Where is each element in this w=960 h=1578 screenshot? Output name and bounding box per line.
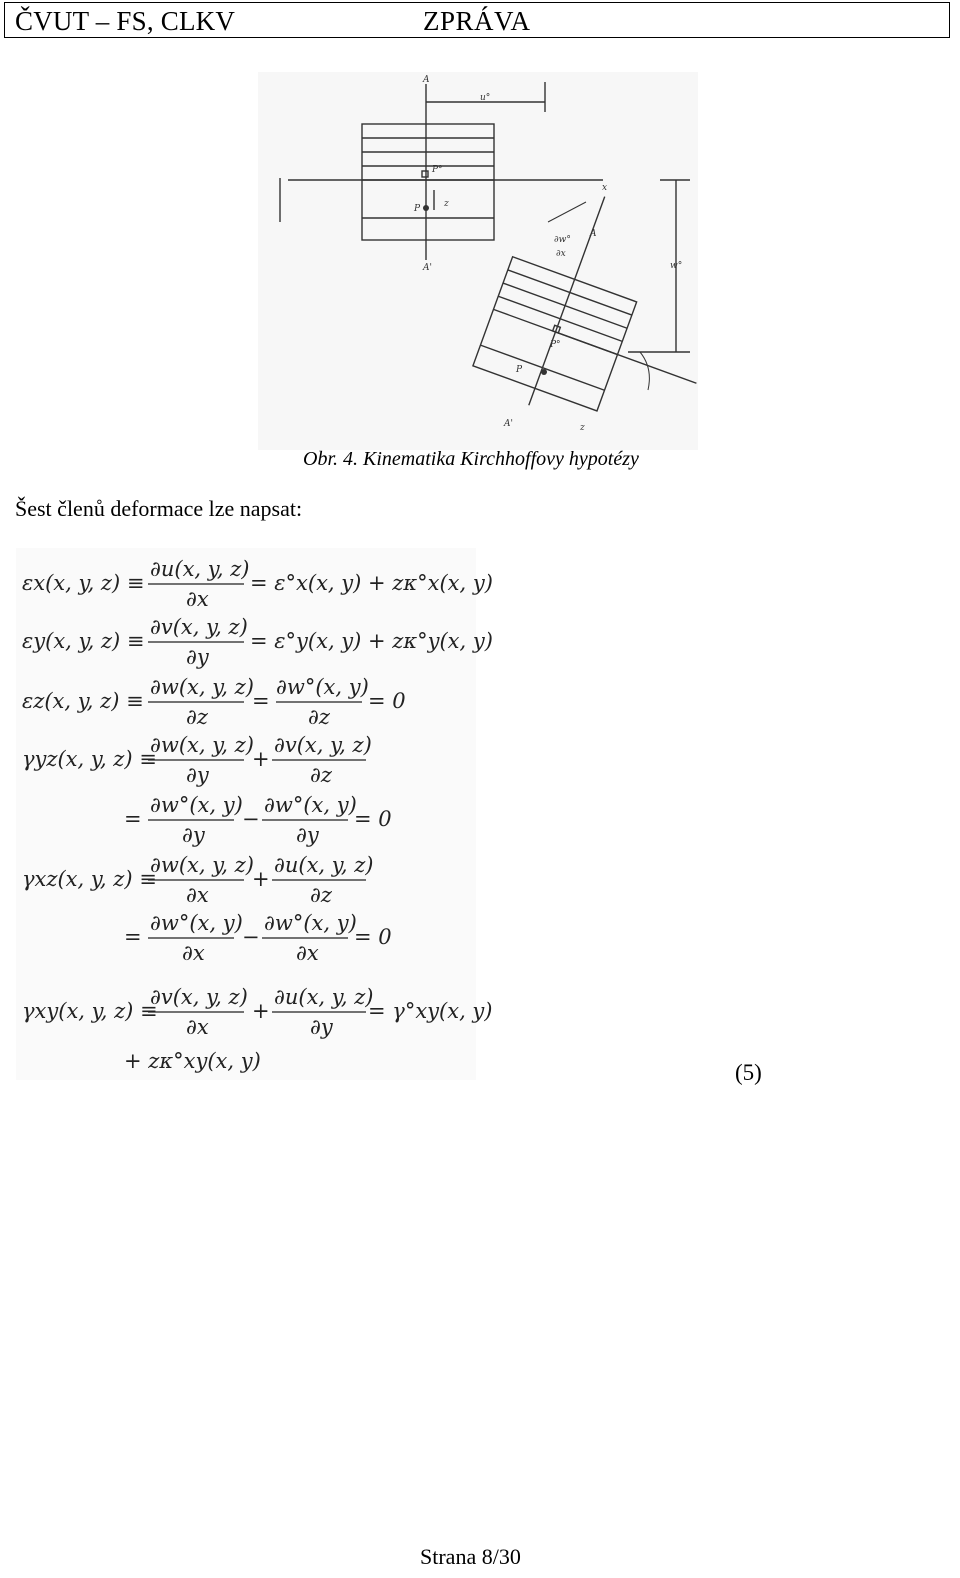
eq3-denominator: ∂z: [186, 705, 208, 729]
eq4-denominator-2: ∂z: [310, 763, 332, 787]
header-institution: ČVUT – FS, CLKV: [15, 6, 236, 36]
label-p: P: [414, 204, 421, 214]
eq4-numerator: ∂w(x, y, z): [150, 733, 254, 757]
label-dw-num: ∂w°: [554, 235, 571, 245]
eq4-lhs: γyz(x, y, z) ≡: [22, 747, 157, 771]
label-z-rotated: z: [580, 423, 585, 433]
label-a-rotated: A: [590, 229, 597, 239]
label-w0: w°: [670, 261, 683, 271]
intro-text: Šest členů deformace lze napsat:: [15, 496, 303, 521]
label-z: z: [444, 199, 449, 209]
eq8-plus: +: [252, 999, 270, 1023]
eq5-denominator-2: ∂y: [296, 823, 319, 847]
eq6-denominator: ∂x: [186, 883, 209, 907]
eq3-equals: =: [252, 689, 270, 713]
eq3-numerator: ∂w(x, y, z): [150, 675, 254, 699]
label-a-top: A: [423, 75, 430, 85]
eq2-rhs: = ε°y(x, y) + zκ°y(x, y): [250, 629, 493, 653]
header-report-title: ZPRÁVA: [423, 6, 531, 36]
strain-equations: [16, 548, 493, 1080]
eq2-lhs: εy(x, y, z) ≡: [22, 629, 145, 653]
eq3-lhs: εz(x, y, z) ≡: [22, 689, 144, 713]
equation-number: (5): [735, 1060, 762, 1085]
eq1-numerator: ∂u(x, y, z): [150, 557, 250, 581]
eq7-denominator: ∂x: [182, 941, 205, 965]
label-p0: P°: [432, 165, 443, 175]
eq2-numerator: ∂v(x, y, z): [150, 615, 248, 639]
label-a-rotated-bottom: A': [504, 419, 513, 429]
eq6-numerator-2: ∂u(x, y, z): [274, 853, 374, 877]
kirchhoff-figure: [258, 72, 698, 450]
eq7-minus: −: [242, 925, 260, 949]
eq8-lhs: γxy(x, y, z) ≡: [22, 999, 158, 1023]
eq7-numerator: ∂w°(x, y): [150, 911, 243, 935]
eq8-rhs: = γ°xy(x, y): [368, 999, 493, 1023]
label-x: x: [602, 183, 608, 193]
eq8-denominator-2: ∂y: [310, 1015, 333, 1039]
eq3-numerator-2: ∂w°(x, y): [276, 675, 369, 699]
eq8-numerator-2: ∂u(x, y, z): [274, 985, 374, 1009]
eq5-equals: =: [124, 807, 142, 831]
eq2-denominator: ∂y: [186, 645, 209, 669]
eq6-plus: +: [252, 867, 270, 891]
eq3-denominator-2: ∂z: [308, 705, 330, 729]
label-a-bottom: A': [423, 263, 432, 273]
eq1-lhs: εx(x, y, z) ≡: [22, 571, 145, 595]
eq1-denominator: ∂x: [186, 587, 209, 611]
eq7-numerator-2: ∂w°(x, y): [264, 911, 357, 935]
eq7-rhs: = 0: [354, 925, 392, 949]
eq5-minus: −: [242, 807, 260, 831]
eq7-equals: =: [124, 925, 142, 949]
eq5-rhs: = 0: [354, 807, 392, 831]
eq5-numerator-2: ∂w°(x, y): [264, 793, 357, 817]
eq4-numerator-2: ∂v(x, y, z): [274, 733, 372, 757]
page-header: [4, 2, 950, 38]
label-dw-den: ∂x: [556, 249, 566, 259]
label-p0-rotated: P°: [550, 340, 561, 350]
eq3-rhs: = 0: [368, 689, 406, 713]
page-number: Strana 8/30: [420, 1544, 521, 1569]
equations-block: [16, 548, 493, 1080]
figure-caption: Obr. 4. Kinematika Kirchhoffovy hypotézy: [303, 448, 639, 470]
eq9-term: + zκ°xy(x, y): [124, 1049, 261, 1073]
eq1-rhs: = ε°x(x, y) + zκ°x(x, y): [250, 571, 493, 595]
eq6-lhs: γxz(x, y, z) ≡: [22, 867, 157, 891]
eq6-numerator: ∂w(x, y, z): [150, 853, 254, 877]
eq5-numerator: ∂w°(x, y): [150, 793, 243, 817]
kirchhoff-diagram: [258, 72, 698, 450]
eq7-denominator-2: ∂x: [296, 941, 319, 965]
label-p-rotated: P: [516, 365, 523, 375]
eq8-denominator: ∂x: [186, 1015, 209, 1039]
label-u0: u°: [480, 93, 491, 103]
eq5-denominator: ∂y: [182, 823, 205, 847]
eq6-denominator-2: ∂z: [310, 883, 332, 907]
eq8-numerator: ∂v(x, y, z): [150, 985, 248, 1009]
eq4-plus: +: [252, 747, 270, 771]
eq4-denominator: ∂y: [186, 763, 209, 787]
